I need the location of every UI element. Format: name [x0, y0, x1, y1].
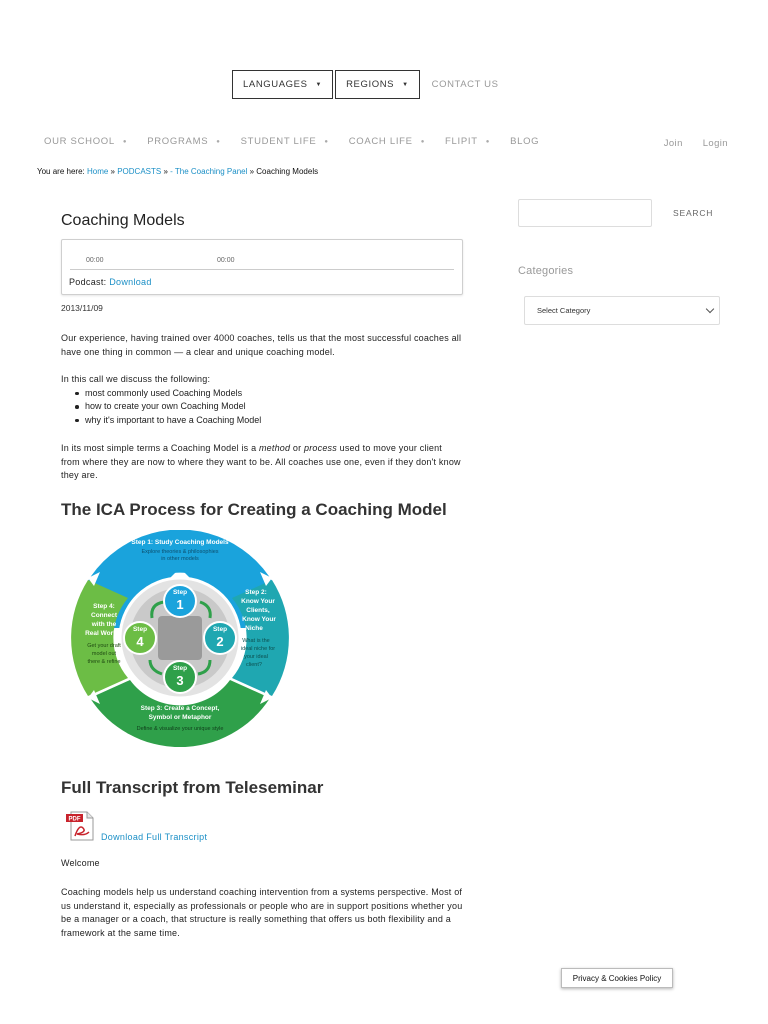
list-item: most commonly used Coaching Models	[75, 387, 463, 401]
step2-title: Know Your	[242, 615, 276, 623]
badge-step-word: Step	[132, 625, 148, 633]
intro-paragraph: Our experience, having trained over 4000 coaches, tells us that the most successful coaches all have one thing in common — a clear and unique coaching model.	[61, 333, 462, 357]
post-date: 2013/11/09	[61, 303, 103, 313]
login-link[interactable]: Login	[702, 138, 728, 149]
search-button[interactable]: SEARCH	[673, 208, 714, 218]
nav-label: BLOG	[510, 136, 540, 147]
breadcrumb-prefix: You are here:	[37, 167, 87, 176]
nav-item-our-school[interactable]	[44, 136, 127, 147]
list-item: why it's important to have a Coaching Model	[75, 414, 463, 428]
breadcrumb-separator: »	[247, 167, 257, 176]
ica-process-diagram	[64, 529, 296, 747]
definition-emphasis: method	[258, 443, 291, 453]
step2-title: Clients,	[246, 606, 270, 614]
main-nav	[44, 136, 559, 147]
breadcrumb-podcasts[interactable]: PODCASTS	[117, 167, 162, 176]
definition-text: In its most simple terms a Coaching Model is a	[61, 443, 259, 453]
badge-number: 2	[216, 633, 224, 649]
badge-number: 3	[176, 672, 184, 688]
step2-desc: What is the	[242, 637, 270, 644]
definition-text: used to move your client from where they are now to where they want to be. All coaches use one, even if they don't know they are.	[61, 443, 461, 480]
time-end: 00:00	[217, 257, 235, 264]
nav-item-blog[interactable]	[510, 136, 539, 147]
transcript-paragraph: Coaching models help us understand coaching intervention from a systems perspective. Most of us understand it, especially as professionals or people who are in support positions whether you be a manager or a coach, that structure is really something that offers us both flexibility and a framework at the same time.	[61, 887, 463, 938]
breadcrumb-coaching-panel[interactable]: - The Coaching Panel	[170, 167, 248, 176]
badge-step-word: Step	[172, 588, 188, 596]
join-link[interactable]: Join	[663, 138, 683, 149]
list-item: how to create your own Coaching Model	[75, 400, 463, 414]
step1-title: Step 1: Study Coaching Models	[131, 538, 229, 546]
badge-step-word: Step	[172, 664, 188, 672]
definition-paragraph	[61, 442, 463, 483]
discussion-list	[61, 387, 463, 428]
step2-desc: client?	[246, 661, 262, 668]
podcast-download-link[interactable]: Download	[109, 277, 152, 287]
nav-label: COACH LIFE	[348, 136, 413, 147]
dropdown-dot-icon: ●	[324, 138, 329, 145]
pdf-download-row	[61, 810, 463, 842]
step2-title: Step 2:	[245, 588, 267, 596]
languages-label: LANGUAGES	[243, 79, 308, 90]
discuss-intro: In this call we discuss the following:	[61, 374, 211, 384]
step1-desc: in other models	[161, 555, 199, 562]
dropdown-dot-icon: ●	[122, 138, 128, 145]
dropdown-dot-icon: ●	[216, 138, 221, 145]
nav-item-flipit[interactable]	[445, 136, 490, 147]
page-title: Coaching Models	[61, 212, 185, 229]
breadcrumb-current: Coaching Models	[256, 167, 319, 176]
step3-title: Step 3: Create a Concept,	[140, 704, 220, 712]
step2-desc: ideal niche for	[240, 645, 276, 652]
category-select[interactable]	[524, 296, 720, 325]
step4-title: with the	[91, 620, 117, 628]
regions-label: REGIONS	[346, 79, 395, 90]
step4-title: Connect	[91, 611, 117, 619]
breadcrumb-home[interactable]: Home	[86, 167, 109, 176]
step2-title: Know Your	[241, 597, 275, 605]
nav-item-coach-life[interactable]	[349, 136, 425, 147]
privacy-cookies-button[interactable]: Privacy & Cookies Policy	[561, 968, 673, 988]
definition-emphasis: process	[304, 443, 337, 453]
nav-item-student-life[interactable]	[241, 136, 329, 147]
breadcrumb	[37, 167, 318, 176]
podcast-line	[69, 277, 152, 287]
dropdown-dot-icon: ●	[420, 138, 426, 145]
welcome-text: Welcome	[61, 857, 100, 868]
caret-down-icon: ▼	[315, 81, 323, 88]
step2-desc: your ideal	[244, 653, 268, 660]
step4-desc: Get your draft	[87, 642, 121, 649]
search-input[interactable]	[518, 199, 652, 227]
step4-desc: model out	[91, 650, 117, 657]
contact-us-link[interactable]: CONTACT US	[431, 79, 499, 90]
audio-progress-bar[interactable]	[70, 254, 454, 270]
definition-text: or	[290, 443, 305, 453]
transcript-heading: Full Transcript from Teleseminar	[61, 777, 324, 797]
badge-number: 1	[176, 596, 184, 612]
nav-label: FLIPIT	[445, 136, 478, 147]
chevron-down-icon	[706, 305, 714, 313]
time-start: 00:00	[86, 257, 104, 264]
dropdown-dot-icon: ●	[485, 138, 491, 145]
nav-label: STUDENT LIFE	[240, 136, 317, 147]
breadcrumb-separator: »	[108, 167, 118, 176]
category-select-value: Select Category	[537, 306, 591, 315]
podcast-label: Podcast:	[69, 277, 110, 287]
categories-heading: Categories	[518, 265, 574, 277]
top-bar	[232, 70, 499, 99]
nav-label: PROGRAMS	[147, 136, 209, 147]
step3-title: Symbol or Metaphor	[148, 713, 212, 721]
account-links	[644, 138, 728, 149]
nav-item-programs[interactable]	[147, 136, 220, 147]
ica-heading: The ICA Process for Creating a Coaching Model	[61, 499, 447, 519]
nav-label: OUR SCHOOL	[44, 136, 115, 147]
badge-number: 4	[136, 633, 144, 649]
languages-dropdown[interactable]	[232, 70, 333, 99]
badge-step-word: Step	[212, 625, 228, 633]
caret-down-icon: ▼	[402, 81, 409, 88]
podcast-player	[61, 239, 463, 295]
pdf-icon[interactable]	[65, 810, 99, 842]
step3-desc: Define & visualize your unique style	[136, 725, 224, 732]
step4-title: Step 4:	[93, 602, 115, 610]
download-transcript-link[interactable]: Download Full Transcript	[101, 831, 208, 842]
regions-dropdown[interactable]	[335, 70, 420, 99]
step4-title: Real World	[85, 629, 119, 637]
breadcrumb-separator: »	[161, 167, 171, 176]
article	[61, 212, 463, 940]
step2-title: Niche	[245, 624, 263, 632]
step4-desc: there & refine	[87, 658, 121, 665]
pdf-badge-text: PDF	[68, 816, 81, 822]
step1-desc: Explore theories & philosophies	[141, 548, 219, 555]
